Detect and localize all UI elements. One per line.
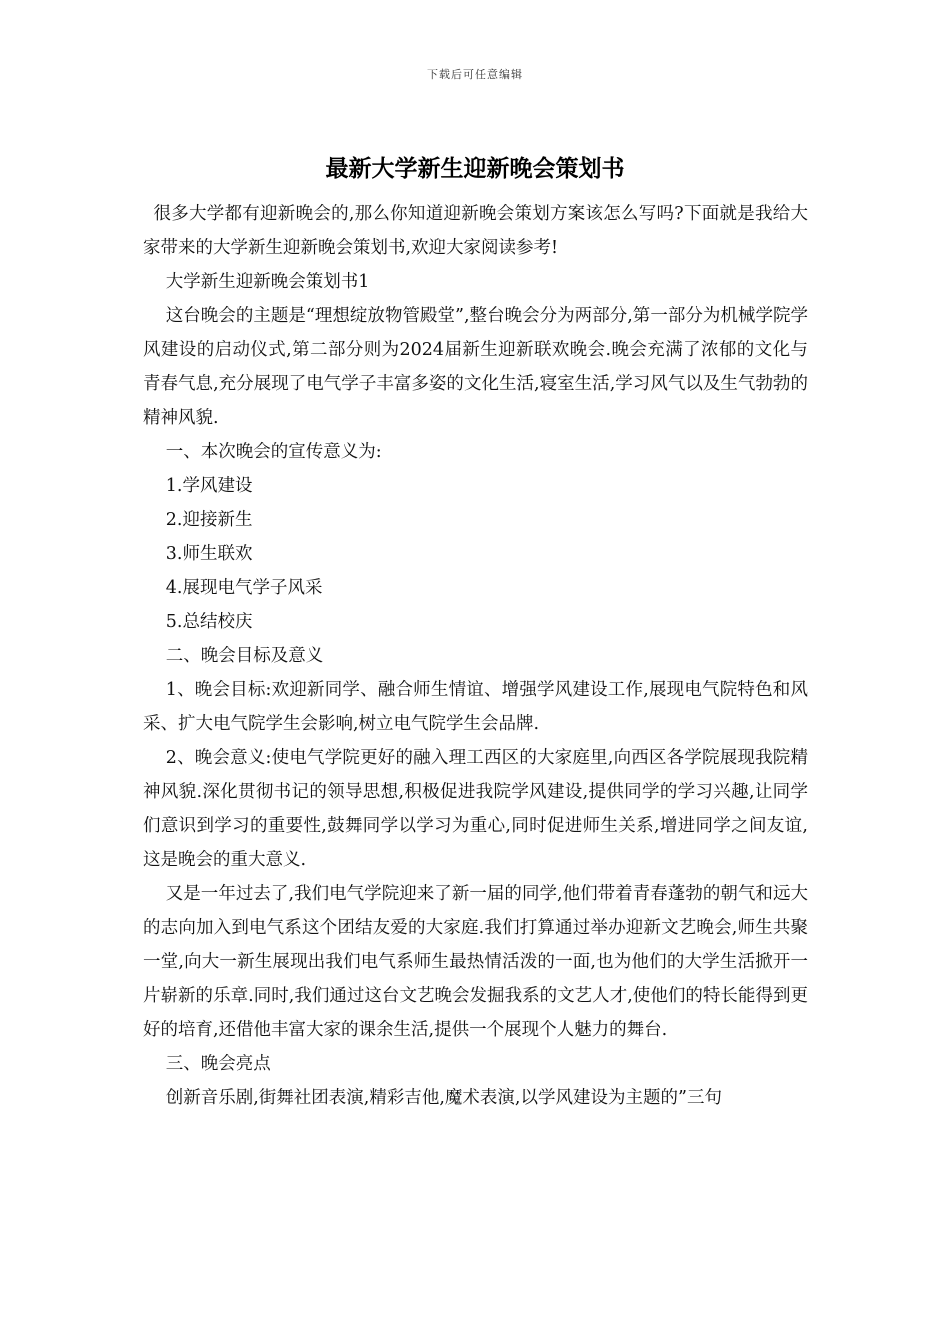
list-item: 2.迎接新生 <box>165 510 253 530</box>
document-title: 最新大学新生迎新晚会策划书 <box>325 155 625 182</box>
significance-paragraph: 2、晚会意义:使电气学院更好的融入理工西区的大家庭里,向西区各学院展现我院精神风貌.深化贯彻书记的领导思想,积极促进我院学风建设,提供同学的学习兴趣,让同学们意识到学习的重要性,鼓舞同学以学习为重心,同时促进师生关系,增进同学之间友谊,这是晚会的重大意义. <box>143 748 808 870</box>
list-item: 4.展现电气学子风采 <box>165 578 323 598</box>
list-item: 1.学风建设 <box>165 476 253 496</box>
theme-paragraph: 这台晚会的主题是“理想绽放物管殿堂”,整台晚会分为两部分,第一部分为机械学院学风建设的启动仪式,第二部分则为2024届新生迎新联欢晚会.晚会充满了浓郁的文化与青春气息,充分展现了电气学子丰富多姿的文化生活,寝室生活,学习风气以及生气勃勃的精神风貌. <box>143 306 808 428</box>
goal-paragraph: 1、晚会目标:欢迎新同学、融合师生情谊、增强学风建设工作,展现电气院特色和风采、扩大电气院学生会影响,树立电气院学生会品牌. <box>143 680 808 734</box>
list-item: 5.总结校庆 <box>165 612 253 632</box>
body-paragraph: 又是一年过去了,我们电气学院迎来了新一届的同学,他们带着青春蓬勃的朝气和远大的志向加入到电气系这个团结友爱的大家庭.我们打算通过举办迎新文艺晚会,师生共聚一堂,向大一新生展现出我们电气系师生最热情活泼的一面,也为他们的大学生活掀开一片崭新的乐章.同时,我们通过这台文艺晚会发掘我系的文艺人才,使他们的特长能得到更好的培育,还借他丰富大家的课余生活,提供一个展现个人魅力的舞台. <box>143 884 808 1040</box>
section-subtitle: 大学新生迎新晚会策划书1 <box>165 272 370 292</box>
section-heading-goals: 二、晚会目标及意义 <box>165 646 324 666</box>
highlights-paragraph: 创新音乐剧,街舞社团表演,精彩吉他,魔术表演,以学风建设为主题的”三句 <box>165 1088 722 1108</box>
section-heading-purpose: 一、本次晚会的宣传意义为: <box>165 442 382 462</box>
list-item: 3.师生联欢 <box>165 544 253 564</box>
section-heading-highlights: 三、晚会亮点 <box>165 1054 271 1074</box>
document-body <box>143 197 808 1115</box>
intro-paragraph: 很多大学都有迎新晚会的,那么你知道迎新晚会策划方案该怎么写吗?下面就是我给大家带来的大学新生迎新晚会策划书,欢迎大家阅读参考! <box>143 204 808 258</box>
header-note: 下载后可任意编辑 <box>427 68 523 81</box>
